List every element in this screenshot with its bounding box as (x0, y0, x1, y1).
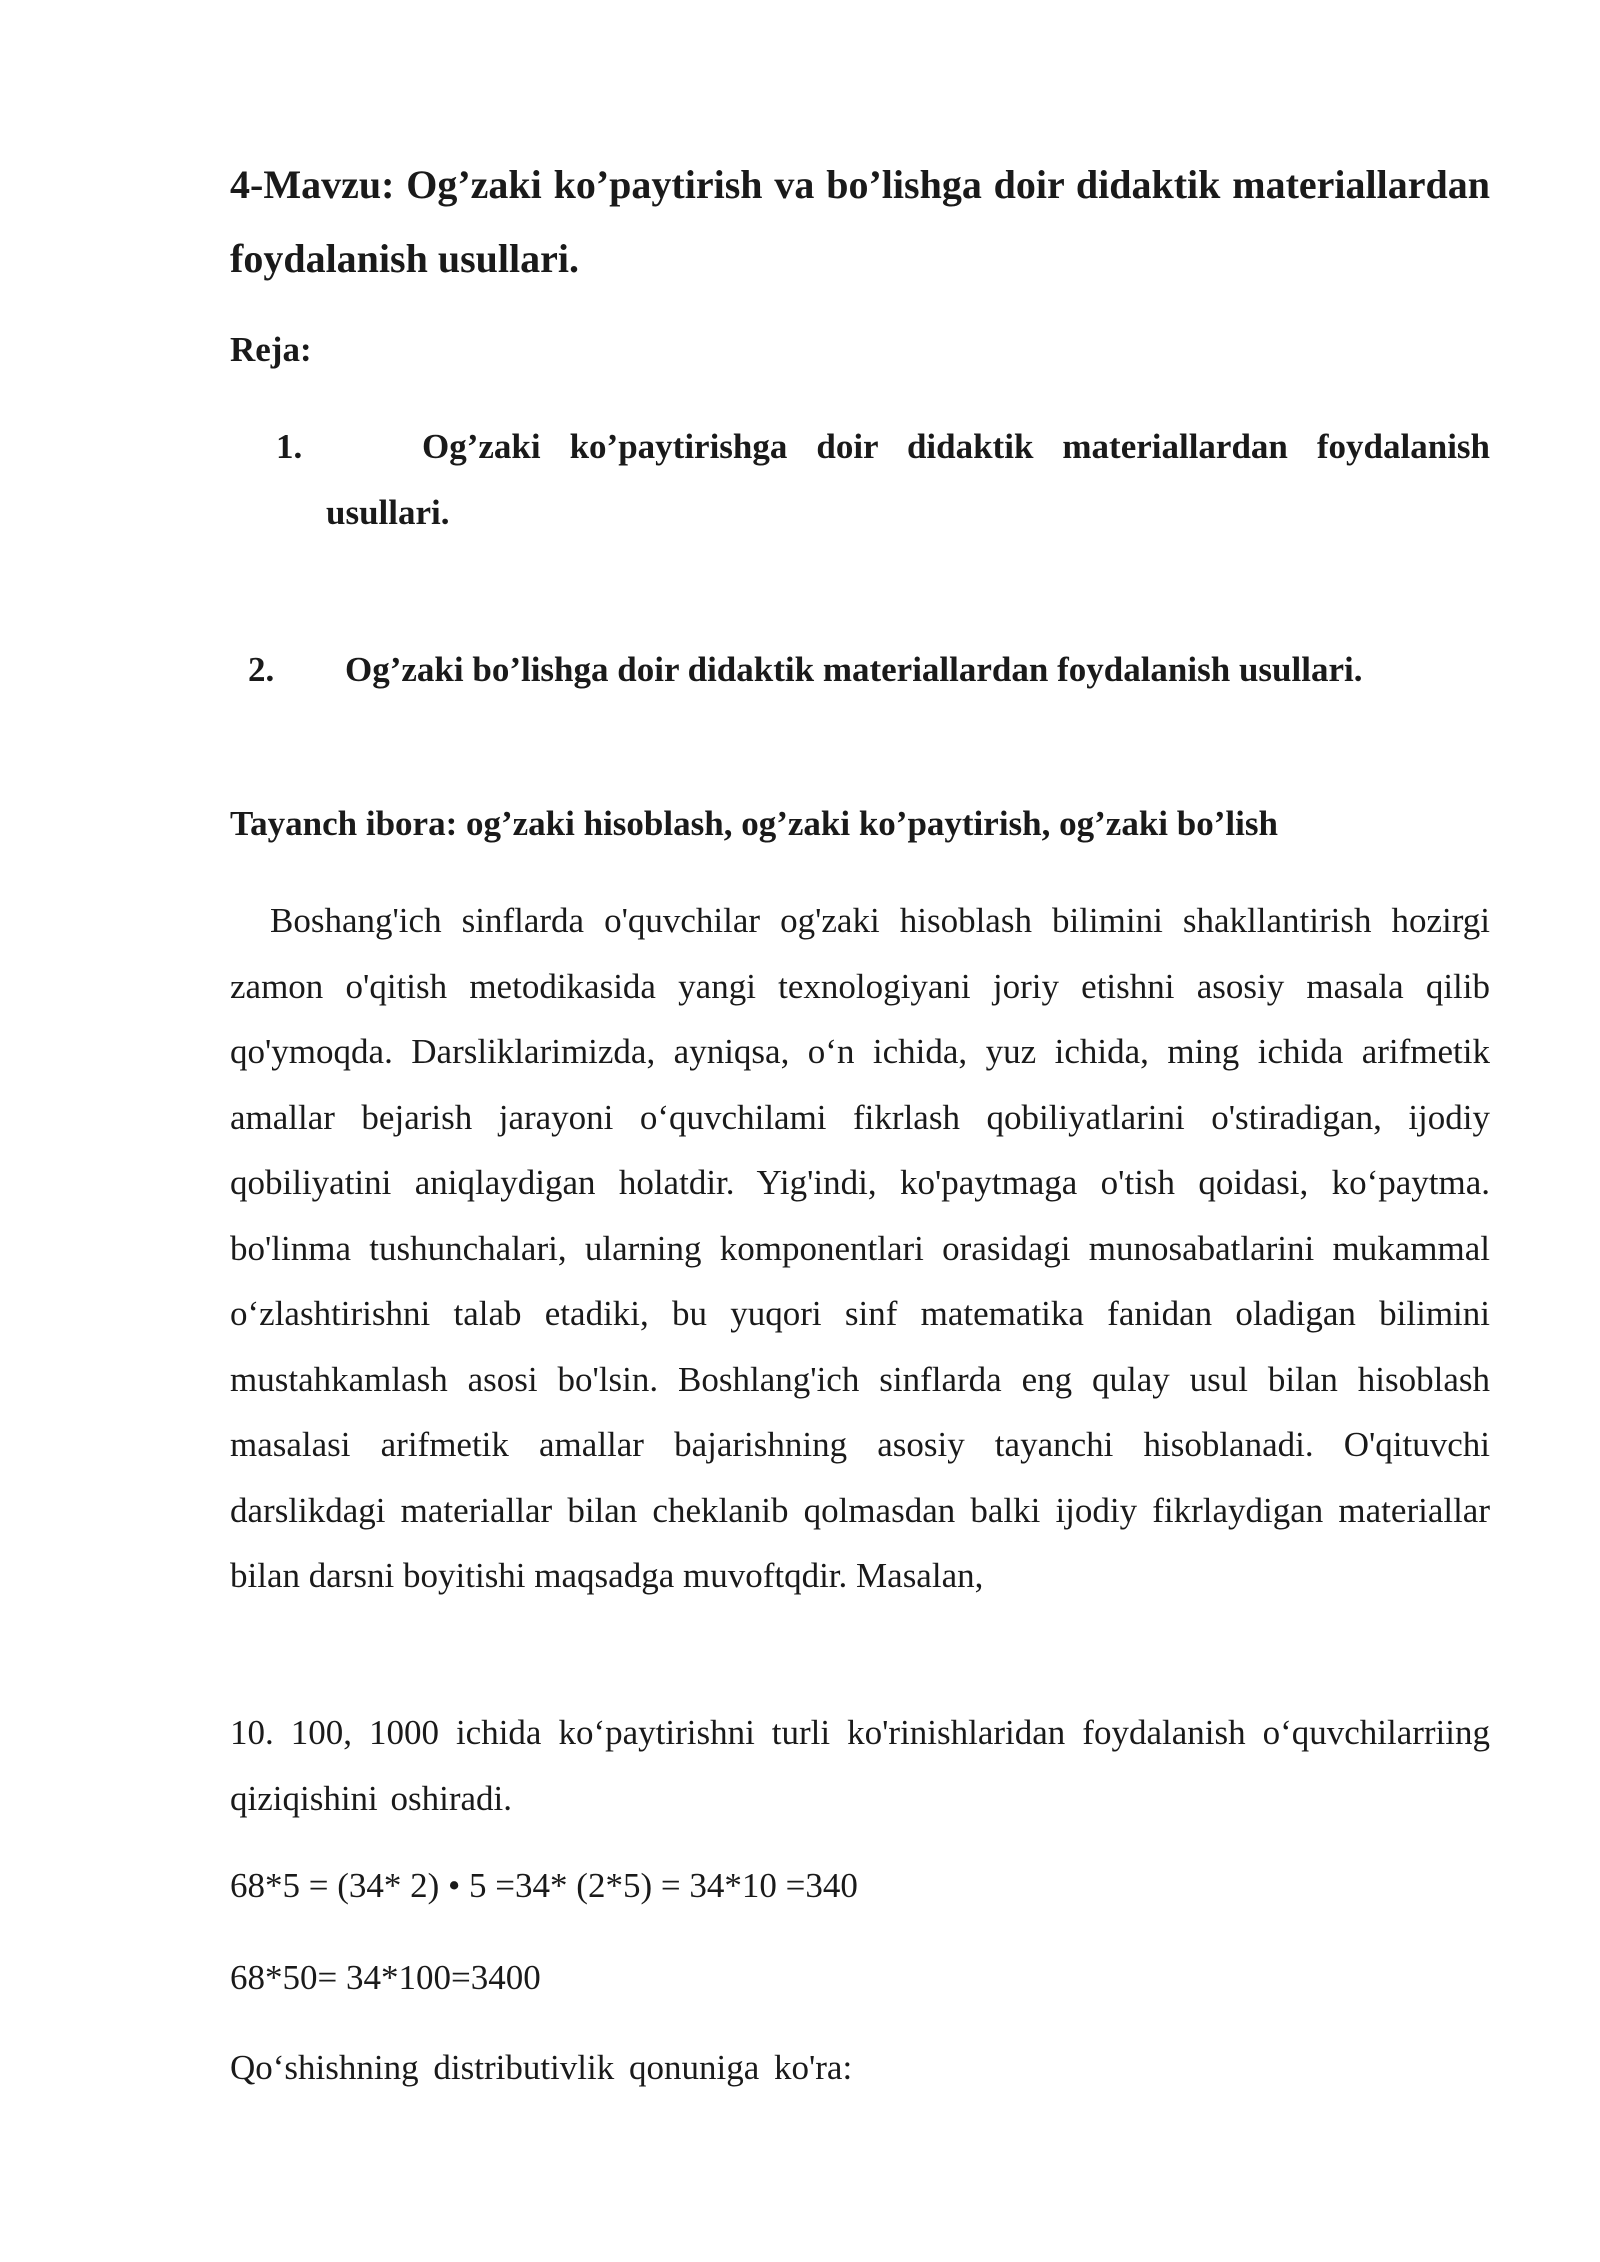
plan-item-number: 1. (276, 427, 303, 466)
body-paragraph-1: Boshang'ich sinflarda o'quvchilar og'zaki hisoblash bilimini shakllantirish hozirgi zamon o'qitish metodikasida yangi texnologiyani joriy etishni asosiy masala qilib qo'ymoqda. Darsliklarimizda, ayniqsa, o‘n ichida, yuz ichida, ming ichida arifmetik amallar bejarish jarayoni o‘quvchilami fikrlash qobiliyatlarini o'stiradigan, ijodiy qobiliyatini aniqlaydigan holatdir. Yig'indi, ko'paytmaga o'tish qoidasi, ko‘paytma. bo'linma tushunchalari, ularning komponentlari orasidagi munosabatlarini mukammal o‘zlashtirishni talab etadiki, bu yuqori sinf matematika fanidan oladigan bilimini mustahkamlash asosi bo'lsin. Boshlang'ich sinflarda eng qulay usul bilan hisoblash masalasi arifmetik amallar bajarishning asosiy tayanchi hisoblanadi. O'qituvchi darslikdagi materiallar bilan cheklanib qolmasdan balki ijodiy fikrlaydigan materiallar bilan darsni boyitishi maqsadga muvoftqdir. Masalan, (230, 901, 1490, 1595)
plan-heading: Reja: (230, 330, 312, 369)
plan-item-number: 2. (248, 650, 275, 689)
closing-line: Qo‘shishning distributivlik qonuniga ko'ra: (230, 2048, 853, 2087)
plan-item-1 (230, 414, 1490, 546)
plan-item-2 (230, 642, 1490, 698)
formula-line-1: 68*5 = (34* 2) • 5 =34* (2*5) = 34*10 =340 (230, 1866, 858, 1905)
formula-line-2: 68*50= 34*100=3400 (230, 1958, 541, 1997)
plan-item-text: Og’zaki bo’lishga doir didaktik materiallardan foydalanish usullari. (345, 650, 1363, 689)
keywords-line: Tayanch ibora: og’zaki hisoblash, og’zaki ko’paytirish, og’zaki bo’lish (230, 804, 1278, 843)
body-paragraph-2: 10. 100, 1000 ichida ko‘paytirishni turli ko'rinishlaridan foydalanish o‘quvchilarriing qiziqishini oshiradi. (230, 1713, 1490, 1818)
document-title: 4-Mavzu: Og’zaki ko’paytirish va bo’lishga doir didaktik materiallardan foydalanish usullari. (230, 162, 1490, 281)
plan-item-text: Og’zaki ko’paytirishga doir didaktik materiallardan foydalanish usullari. (326, 427, 1490, 532)
